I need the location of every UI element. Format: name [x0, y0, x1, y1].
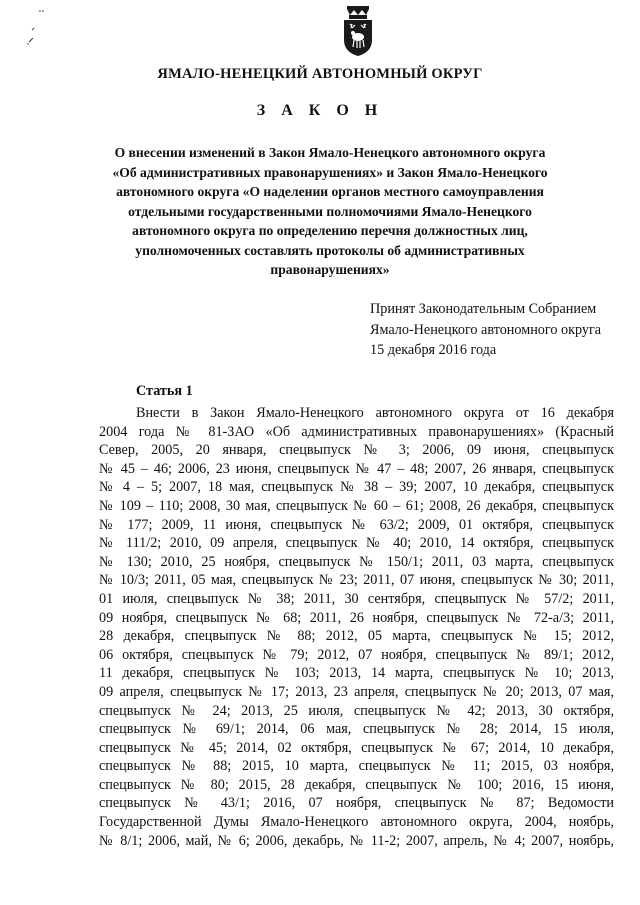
- body-line: Внести в Закон Ямало-Ненецкого автономного округа от 16 декабря: [136, 405, 614, 421]
- body-line: № 8/1; 2006, май, № 6; 2006, декабрь, № 11-2; 2007, апрель, № 4; 2007, ноябрь,: [99, 832, 614, 849]
- body-line: 09 ноября, спецвыпуск № 68; 2011, 26 ноября, спецвыпуск № 72-а/3; 2011,: [99, 609, 614, 626]
- coat-of-arms-icon: [338, 4, 378, 58]
- body-line: спецвыпуск № 80; 2015, 28 декабря, спецвыпуск № 100; 2016, 15 июня,: [99, 776, 614, 793]
- body-line: спецвыпуск № 69/1; 2014, 06 мая, спецвыпуск № 28; 2014, 15 июля,: [99, 721, 614, 738]
- title-line: уполномоченных составлять протоколы об административных: [135, 242, 525, 258]
- law-title: [60, 143, 600, 280]
- body-line: 28 декабря, спецвыпуск № 88; 2012, 05 марта, спецвыпуск № 15; 2012,: [99, 628, 614, 645]
- body-line: № 10/3; 2011, 05 мая, спецвыпуск № 23; 2011, 07 июня, спецвыпуск № 30; 2011,: [99, 572, 614, 589]
- article-body: [99, 404, 614, 850]
- body-line: Государственной Думы Ямало-Ненецкого автономного округа, 2004, ноябрь,: [99, 814, 614, 831]
- body-line: 09 апреля, спецвыпуск № 17; 2013, 23 апреля, спецвыпуск № 20; 2013, 07 мая,: [99, 683, 614, 700]
- body-line: № 130; 2010, 25 ноября, спецвыпуск № 150/1; 2011, 03 марта, спецвыпуск: [99, 553, 614, 570]
- body-line: № 109 – 110; 2008, 30 мая, спецвыпуск № 60 – 61; 2008, 26 декабря, спецвыпуск: [99, 497, 614, 514]
- margin-marks: [24, 8, 48, 52]
- body-line: № 111/2; 2010, 09 апреля, спецвыпуск № 40; 2010, 14 октября, спецвыпуск: [99, 535, 614, 552]
- title-line: правонарушениях»: [270, 262, 390, 277]
- region-heading: ЯМАЛО-НЕНЕЦКИЙ АВТОНОМНЫЙ ОКРУГ: [157, 66, 483, 82]
- adoption-date: 15 декабря 2016 года: [370, 342, 497, 358]
- body-line: 01 июля, спецвыпуск № 38; 2011, 30 сентября, спецвыпуск № 57/2; 2011,: [99, 590, 614, 607]
- body-line: 11 декабря, спецвыпуск № 103; 2013, 14 марта, спецвыпуск № 10; 2013,: [99, 665, 614, 682]
- body-line: № 4 – 5; 2007, 18 мая, спецвыпуск № 38 – 39; 2007, 10 декабря, спецвыпуск: [99, 479, 614, 496]
- title-line: отдельными государственными полномочиями Ямало-Ненецкого: [128, 203, 532, 219]
- body-line: Север, 2005, 20 января, спецвыпуск № 3; 2006, 09 июня, спецвыпуск: [99, 442, 614, 459]
- title-line: автономного округа по определению перечня должностных лиц,: [132, 223, 528, 238]
- body-line: спецвыпуск № 24; 2013, 25 июля, спецвыпуск № 42; 2013, 30 октября,: [99, 702, 614, 719]
- body-line: спецвыпуск № 43/1; 2016, 07 ноября, спецвыпуск № 87; Ведомости: [99, 795, 614, 812]
- title-line: О внесении изменений в Закон Ямало-Ненецкого автономного округа: [114, 145, 546, 160]
- title-line: «Об административных правонарушениях» и Закон Ямало-Ненецкого: [112, 164, 548, 180]
- body-line: 06 октября, спецвыпуск № 79; 2012, 07 ноября, спецвыпуск № 89/1; 2012,: [99, 646, 614, 663]
- title-line: автономного округа «О наделении органов местного самоуправления: [116, 184, 544, 199]
- body-line: 2004 года № 81-ЗАО «Об административных правонарушениях» (Красный: [99, 423, 614, 440]
- document-type: З А К О Н: [256, 102, 384, 119]
- body-line: № 45 – 46; 2006, 23 июня, спецвыпуск № 47 – 48; 2007, 26 января, спецвыпуск: [99, 460, 614, 477]
- body-line: спецвыпуск № 88; 2015, 10 марта, спецвыпуск № 11; 2015, 03 ноября,: [99, 758, 614, 775]
- body-line: № 177; 2009, 11 июня, спецвыпуск № 63/2; 2009, 01 октября, спецвыпуск: [99, 516, 614, 533]
- article-heading: Статья 1: [136, 383, 193, 399]
- adoption-note: [370, 299, 640, 361]
- body-line: спецвыпуск № 45; 2014, 02 октября, спецвыпуск № 67; 2014, 10 декабря,: [99, 739, 614, 756]
- adoption-line: Принят Законодательным Собранием: [370, 301, 597, 317]
- adoption-line: Ямало-Ненецкого автономного округа: [370, 321, 602, 338]
